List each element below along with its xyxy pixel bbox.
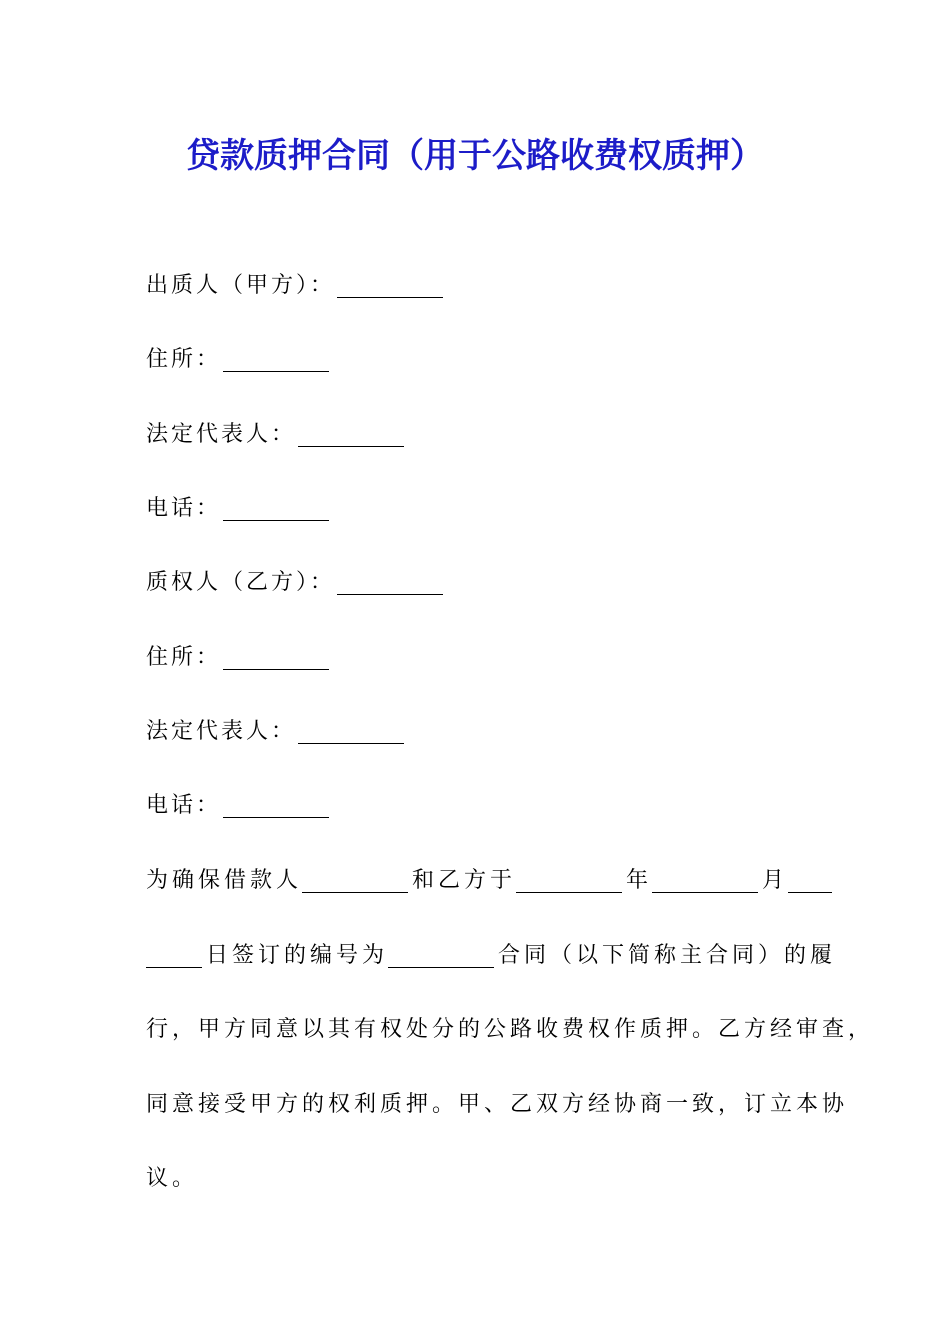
party-b-address-row	[146, 642, 329, 674]
party-b-address-label: 住所：	[146, 645, 222, 670]
party-a-legal-rep-blank	[298, 424, 404, 447]
party-a-legal-rep-label: 法定代表人：	[146, 422, 297, 447]
year-blank	[516, 870, 622, 893]
party-b-address-blank	[223, 647, 329, 670]
preamble-text-signed-number: 日签订的编号为	[206, 943, 389, 968]
party-a-address-label: 住所：	[146, 347, 222, 372]
party-a-phone-row	[146, 493, 329, 525]
preamble-text-and-party-b: 和乙方于	[412, 868, 517, 893]
day-blank-part-2	[146, 945, 202, 968]
preamble-text-main-contract: 合同（以下简称主合同）的履	[498, 943, 837, 968]
borrower-blank	[302, 870, 408, 893]
party-b-legal-rep-label: 法定代表人：	[146, 719, 297, 744]
preamble-line-1	[146, 865, 826, 897]
party-b-name-blank	[337, 572, 443, 595]
party-b-phone-row	[146, 790, 329, 822]
preamble-text-month: 月	[762, 868, 789, 893]
preamble-line-2	[146, 940, 837, 972]
party-a-heading-row	[146, 270, 443, 302]
preamble-line-3: 行，甲方同意以其有权处分的公路收费权作质押。乙方经审查，	[146, 1017, 875, 1042]
day-blank-part-1	[788, 870, 832, 893]
party-a-heading: 出质人（甲方）：	[146, 273, 336, 298]
preamble-text-borrower: 为确保借款人	[146, 868, 303, 893]
party-a-phone-label: 电话：	[146, 496, 222, 521]
party-a-address-row	[146, 344, 329, 376]
party-a-address-blank	[223, 349, 329, 372]
party-b-legal-rep-blank	[298, 721, 404, 744]
contract-number-blank	[388, 945, 494, 968]
document-title: 贷款质押合同（用于公路收费权质押）	[186, 136, 764, 176]
party-b-phone-label: 电话：	[146, 793, 222, 818]
party-b-phone-blank	[223, 795, 329, 818]
party-a-name-blank	[337, 275, 443, 298]
month-blank	[652, 870, 758, 893]
preamble-text-year: 年	[626, 868, 653, 893]
party-b-heading: 质权人（乙方）：	[146, 570, 336, 595]
preamble-line-4: 同意接受甲方的权利质押。甲、乙双方经协商一致，订立本协	[146, 1092, 849, 1117]
preamble-line-5: 议。	[146, 1166, 199, 1191]
party-a-legal-rep-row	[146, 419, 404, 451]
party-a-phone-blank	[223, 498, 329, 521]
party-b-heading-row	[146, 567, 443, 599]
party-b-legal-rep-row	[146, 716, 404, 748]
